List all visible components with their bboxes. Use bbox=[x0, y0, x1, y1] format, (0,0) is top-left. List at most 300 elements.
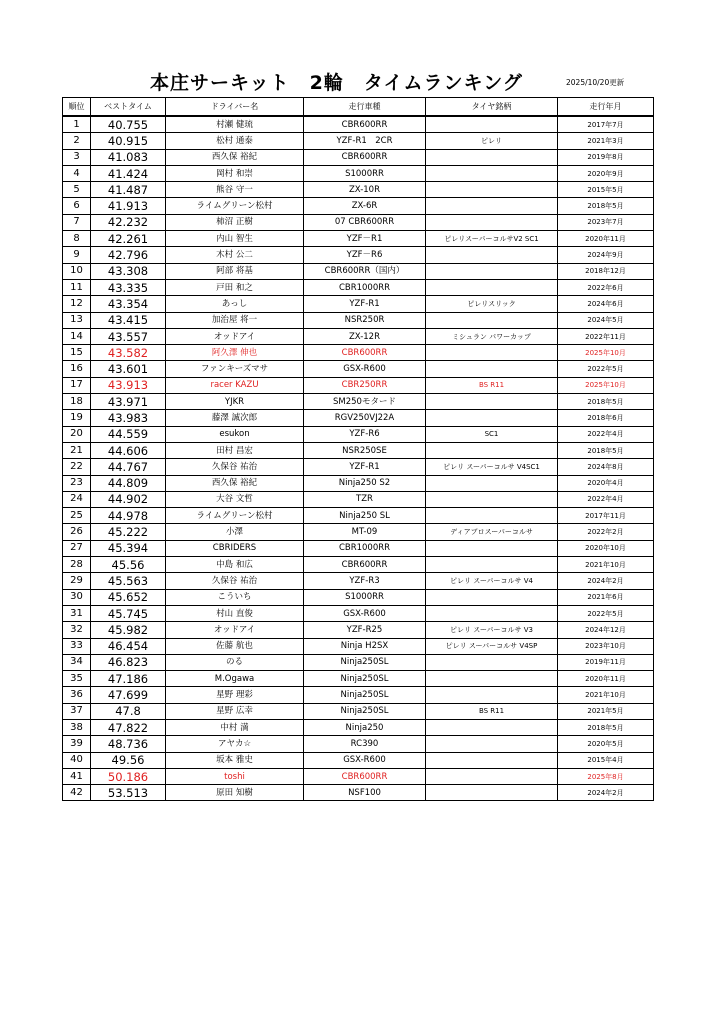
driver-cell: 星野 広幸 bbox=[166, 703, 304, 719]
best-time-cell: 45.394 bbox=[91, 540, 166, 556]
table-row bbox=[63, 312, 654, 328]
bike-cell: RC390 bbox=[304, 736, 426, 752]
bike-cell: GSX-R600 bbox=[304, 361, 426, 377]
driver-cell: のる bbox=[166, 654, 304, 670]
header-rank: 順位 bbox=[63, 98, 91, 117]
bike-cell: YZF－R1 bbox=[304, 231, 426, 247]
driver-cell: 加治屋 将一 bbox=[166, 312, 304, 328]
rank-cell: 32 bbox=[63, 622, 91, 638]
driver-cell: 原田 知樹 bbox=[166, 785, 304, 801]
table-row bbox=[63, 736, 654, 752]
tire-cell: ピレリ スーパーコルサ V3 bbox=[426, 622, 558, 638]
tire-cell bbox=[426, 279, 558, 295]
driver-cell: YJKR bbox=[166, 394, 304, 410]
best-time-cell: 42.232 bbox=[91, 214, 166, 230]
date-cell: 2022年2月 bbox=[558, 524, 654, 540]
bike-cell: YZF-R1 bbox=[304, 459, 426, 475]
bike-cell: ZX-12R bbox=[304, 328, 426, 344]
date-cell: 2024年8月 bbox=[558, 459, 654, 475]
table-row bbox=[63, 426, 654, 442]
rank-cell: 6 bbox=[63, 198, 91, 214]
driver-cell: 村瀬 健琉 bbox=[166, 116, 304, 133]
rank-cell: 37 bbox=[63, 703, 91, 719]
best-time-cell: 43.913 bbox=[91, 377, 166, 393]
date-cell: 2024年6月 bbox=[558, 296, 654, 312]
table-row bbox=[63, 214, 654, 230]
bike-cell: SM250モタード bbox=[304, 394, 426, 410]
rank-cell: 13 bbox=[63, 312, 91, 328]
bike-cell: CBR1000RR bbox=[304, 540, 426, 556]
bike-cell: Ninja250 bbox=[304, 719, 426, 735]
rank-cell: 39 bbox=[63, 736, 91, 752]
table-row bbox=[63, 508, 654, 524]
driver-cell: 田村 昌宏 bbox=[166, 442, 304, 458]
rank-cell: 31 bbox=[63, 605, 91, 621]
driver-cell: ライムグリーン松村 bbox=[166, 198, 304, 214]
table-row bbox=[63, 557, 654, 573]
date-cell: 2022年5月 bbox=[558, 361, 654, 377]
tire-cell bbox=[426, 361, 558, 377]
table-row bbox=[63, 752, 654, 768]
best-time-cell: 41.424 bbox=[91, 165, 166, 181]
date-cell: 2020年11月 bbox=[558, 671, 654, 687]
tire-cell bbox=[426, 442, 558, 458]
rank-cell: 11 bbox=[63, 279, 91, 295]
table-row bbox=[63, 475, 654, 491]
table-header-row bbox=[63, 98, 654, 117]
driver-cell: 岡村 和崇 bbox=[166, 165, 304, 181]
driver-cell: オッドアイ bbox=[166, 622, 304, 638]
rank-cell: 15 bbox=[63, 345, 91, 361]
header-best-time: ベストタイム bbox=[91, 98, 166, 117]
best-time-cell: 46.454 bbox=[91, 638, 166, 654]
driver-cell: 小澤 bbox=[166, 524, 304, 540]
date-cell: 2020年11月 bbox=[558, 231, 654, 247]
tire-cell: ピレリスーパーコルサV2 SC1 bbox=[426, 231, 558, 247]
date-cell: 2021年10月 bbox=[558, 557, 654, 573]
date-cell: 2020年9月 bbox=[558, 165, 654, 181]
date-cell: 2025年8月 bbox=[558, 768, 654, 784]
header-tire: タイヤ銘柄 bbox=[426, 98, 558, 117]
date-cell: 2021年6月 bbox=[558, 589, 654, 605]
tire-cell bbox=[426, 719, 558, 735]
best-time-cell: 44.902 bbox=[91, 491, 166, 507]
best-time-cell: 44.559 bbox=[91, 426, 166, 442]
best-time-cell: 47.822 bbox=[91, 719, 166, 735]
date-cell: 2018年12月 bbox=[558, 263, 654, 279]
date-cell: 2015年4月 bbox=[558, 752, 654, 768]
tire-cell: ディアブロスーパーコルサ bbox=[426, 524, 558, 540]
date-cell: 2015年5月 bbox=[558, 182, 654, 198]
driver-cell: toshi bbox=[166, 768, 304, 784]
bike-cell: CBR600RR bbox=[304, 345, 426, 361]
rank-cell: 36 bbox=[63, 687, 91, 703]
table-row bbox=[63, 442, 654, 458]
rank-cell: 30 bbox=[63, 589, 91, 605]
date-cell: 2021年3月 bbox=[558, 133, 654, 149]
driver-cell: 村山 直俊 bbox=[166, 605, 304, 621]
date-cell: 2017年11月 bbox=[558, 508, 654, 524]
best-time-cell: 43.308 bbox=[91, 263, 166, 279]
bike-cell: CBR600RR bbox=[304, 768, 426, 784]
table-row bbox=[63, 605, 654, 621]
bike-cell: YZF-R1 2CR bbox=[304, 133, 426, 149]
best-time-cell: 44.809 bbox=[91, 475, 166, 491]
bike-cell: ZX-10R bbox=[304, 182, 426, 198]
tire-cell bbox=[426, 198, 558, 214]
rank-cell: 9 bbox=[63, 247, 91, 263]
bike-cell: MT-09 bbox=[304, 524, 426, 540]
table-row bbox=[63, 149, 654, 165]
table-row bbox=[63, 133, 654, 149]
date-cell: 2022年4月 bbox=[558, 491, 654, 507]
rank-cell: 35 bbox=[63, 671, 91, 687]
bike-cell: CBR600RR bbox=[304, 557, 426, 573]
best-time-cell: 41.083 bbox=[91, 149, 166, 165]
bike-cell: Ninja250SL bbox=[304, 654, 426, 670]
rank-cell: 26 bbox=[63, 524, 91, 540]
date-cell: 2024年5月 bbox=[558, 312, 654, 328]
best-time-cell: 47.699 bbox=[91, 687, 166, 703]
tire-cell bbox=[426, 752, 558, 768]
best-time-cell: 42.261 bbox=[91, 231, 166, 247]
driver-cell: 久保谷 祐治 bbox=[166, 459, 304, 475]
tire-cell bbox=[426, 345, 558, 361]
tire-cell bbox=[426, 508, 558, 524]
driver-cell: オッドアイ bbox=[166, 328, 304, 344]
driver-cell: 坂本 雅史 bbox=[166, 752, 304, 768]
rank-cell: 19 bbox=[63, 410, 91, 426]
best-time-cell: 43.415 bbox=[91, 312, 166, 328]
rank-cell: 42 bbox=[63, 785, 91, 801]
tire-cell: ピレリ スーパーコルサ V4SC1 bbox=[426, 459, 558, 475]
driver-cell: racer KAZU bbox=[166, 377, 304, 393]
date-cell: 2020年5月 bbox=[558, 736, 654, 752]
table-row bbox=[63, 263, 654, 279]
best-time-cell: 53.513 bbox=[91, 785, 166, 801]
bike-cell: 07 CBR600RR bbox=[304, 214, 426, 230]
updated-date: 2025/10/20更新 bbox=[566, 78, 625, 87]
bike-cell: YZF-R6 bbox=[304, 426, 426, 442]
bike-cell: YZF-R25 bbox=[304, 622, 426, 638]
table-row bbox=[63, 768, 654, 784]
date-cell: 2024年2月 bbox=[558, 573, 654, 589]
table-row bbox=[63, 654, 654, 670]
rank-cell: 18 bbox=[63, 394, 91, 410]
date-cell: 2023年7月 bbox=[558, 214, 654, 230]
driver-cell: 藤澤 誠次郎 bbox=[166, 410, 304, 426]
table-row bbox=[63, 589, 654, 605]
tire-cell bbox=[426, 182, 558, 198]
date-cell: 2025年10月 bbox=[558, 345, 654, 361]
best-time-cell: 40.915 bbox=[91, 133, 166, 149]
date-cell: 2018年5月 bbox=[558, 394, 654, 410]
tire-cell bbox=[426, 116, 558, 133]
date-cell: 2018年5月 bbox=[558, 719, 654, 735]
rank-cell: 1 bbox=[63, 116, 91, 133]
table-row bbox=[63, 361, 654, 377]
bike-cell: RGV250VJ22A bbox=[304, 410, 426, 426]
rank-cell: 34 bbox=[63, 654, 91, 670]
bike-cell: Ninja250SL bbox=[304, 671, 426, 687]
rank-cell: 22 bbox=[63, 459, 91, 475]
rank-cell: 20 bbox=[63, 426, 91, 442]
rank-cell: 28 bbox=[63, 557, 91, 573]
best-time-cell: 50.186 bbox=[91, 768, 166, 784]
ranking-table bbox=[62, 97, 654, 801]
table-row bbox=[63, 671, 654, 687]
date-cell: 2021年5月 bbox=[558, 703, 654, 719]
tire-cell: ピレリ スーパーコルサ V4 bbox=[426, 573, 558, 589]
driver-cell: 中村 満 bbox=[166, 719, 304, 735]
table-row bbox=[63, 394, 654, 410]
rank-cell: 16 bbox=[63, 361, 91, 377]
date-cell: 2024年9月 bbox=[558, 247, 654, 263]
driver-cell: 内山 智生 bbox=[166, 231, 304, 247]
table-row bbox=[63, 573, 654, 589]
best-time-cell: 45.745 bbox=[91, 605, 166, 621]
rank-cell: 3 bbox=[63, 149, 91, 165]
driver-cell: 熊谷 守一 bbox=[166, 182, 304, 198]
table-row bbox=[63, 345, 654, 361]
bike-cell: Ninja H2SX bbox=[304, 638, 426, 654]
best-time-cell: 48.736 bbox=[91, 736, 166, 752]
best-time-cell: 41.913 bbox=[91, 198, 166, 214]
bike-cell: Ninja250 SL bbox=[304, 508, 426, 524]
table-row bbox=[63, 247, 654, 263]
bike-cell: NSF100 bbox=[304, 785, 426, 801]
driver-cell: アヤカ☆ bbox=[166, 736, 304, 752]
driver-cell: 阿久澤 伸也 bbox=[166, 345, 304, 361]
table-row bbox=[63, 638, 654, 654]
bike-cell: Ninja250 S2 bbox=[304, 475, 426, 491]
tire-cell: BS R11 bbox=[426, 703, 558, 719]
driver-cell: 戸田 和之 bbox=[166, 279, 304, 295]
date-cell: 2025年10月 bbox=[558, 377, 654, 393]
best-time-cell: 47.8 bbox=[91, 703, 166, 719]
table-row bbox=[63, 279, 654, 295]
table-row bbox=[63, 116, 654, 133]
bike-cell: S1000RR bbox=[304, 165, 426, 181]
tire-cell: ミシュラン パワーカップ bbox=[426, 328, 558, 344]
driver-cell: 木村 公二 bbox=[166, 247, 304, 263]
table-row bbox=[63, 198, 654, 214]
best-time-cell: 45.56 bbox=[91, 557, 166, 573]
table-row bbox=[63, 540, 654, 556]
tire-cell bbox=[426, 394, 558, 410]
table-row bbox=[63, 491, 654, 507]
best-time-cell: 47.186 bbox=[91, 671, 166, 687]
rank-cell: 27 bbox=[63, 540, 91, 556]
bike-cell: CBR600RR（国内） bbox=[304, 263, 426, 279]
bike-cell: CBR1000RR bbox=[304, 279, 426, 295]
table-row bbox=[63, 459, 654, 475]
best-time-cell: 45.982 bbox=[91, 622, 166, 638]
driver-cell: 西久保 裕紀 bbox=[166, 475, 304, 491]
date-cell: 2020年10月 bbox=[558, 540, 654, 556]
bike-cell: Ninja250SL bbox=[304, 687, 426, 703]
driver-cell: あっし bbox=[166, 296, 304, 312]
table-row bbox=[63, 524, 654, 540]
table-row bbox=[63, 165, 654, 181]
tire-cell bbox=[426, 263, 558, 279]
tire-cell bbox=[426, 589, 558, 605]
page-title: 本庄サーキット 2輪 タイムランキング bbox=[150, 72, 523, 94]
tire-cell bbox=[426, 475, 558, 491]
best-time-cell: 45.563 bbox=[91, 573, 166, 589]
rank-cell: 24 bbox=[63, 491, 91, 507]
driver-cell: 佐藤 航也 bbox=[166, 638, 304, 654]
best-time-cell: 42.796 bbox=[91, 247, 166, 263]
tire-cell: SC1 bbox=[426, 426, 558, 442]
tire-cell: ピレリスリック bbox=[426, 296, 558, 312]
rank-cell: 7 bbox=[63, 214, 91, 230]
date-cell: 2019年11月 bbox=[558, 654, 654, 670]
best-time-cell: 40.755 bbox=[91, 116, 166, 133]
rank-cell: 38 bbox=[63, 719, 91, 735]
table-row bbox=[63, 328, 654, 344]
tire-cell bbox=[426, 410, 558, 426]
driver-cell: ファンキーズマサ bbox=[166, 361, 304, 377]
bike-cell: NSR250SE bbox=[304, 442, 426, 458]
bike-cell: CBR600RR bbox=[304, 149, 426, 165]
date-cell: 2018年5月 bbox=[558, 198, 654, 214]
table-row bbox=[63, 231, 654, 247]
bike-cell: ZX-6R bbox=[304, 198, 426, 214]
bike-cell: CBR250RR bbox=[304, 377, 426, 393]
rank-cell: 33 bbox=[63, 638, 91, 654]
tire-cell bbox=[426, 654, 558, 670]
ranking-body bbox=[63, 116, 654, 801]
date-cell: 2022年5月 bbox=[558, 605, 654, 621]
bike-cell: GSX-R600 bbox=[304, 605, 426, 621]
driver-cell: こういち bbox=[166, 589, 304, 605]
best-time-cell: 45.652 bbox=[91, 589, 166, 605]
best-time-cell: 45.222 bbox=[91, 524, 166, 540]
date-cell: 2022年6月 bbox=[558, 279, 654, 295]
header-driver: ドライバー名 bbox=[166, 98, 304, 117]
date-cell: 2023年10月 bbox=[558, 638, 654, 654]
driver-cell: 星野 理彩 bbox=[166, 687, 304, 703]
rank-cell: 5 bbox=[63, 182, 91, 198]
best-time-cell: 43.335 bbox=[91, 279, 166, 295]
driver-cell: 柿沼 正樹 bbox=[166, 214, 304, 230]
date-cell: 2020年4月 bbox=[558, 475, 654, 491]
driver-cell: CBRIDERS bbox=[166, 540, 304, 556]
date-cell: 2018年5月 bbox=[558, 442, 654, 458]
driver-cell: 中島 和広 bbox=[166, 557, 304, 573]
tire-cell bbox=[426, 785, 558, 801]
table-row bbox=[63, 296, 654, 312]
best-time-cell: 43.971 bbox=[91, 394, 166, 410]
best-time-cell: 44.978 bbox=[91, 508, 166, 524]
bike-cell: GSX-R600 bbox=[304, 752, 426, 768]
driver-cell: 大谷 文哲 bbox=[166, 491, 304, 507]
rank-cell: 29 bbox=[63, 573, 91, 589]
best-time-cell: 44.767 bbox=[91, 459, 166, 475]
table-row bbox=[63, 785, 654, 801]
tire-cell bbox=[426, 687, 558, 703]
bike-cell: YZF-R3 bbox=[304, 573, 426, 589]
driver-cell: M.Ogawa bbox=[166, 671, 304, 687]
tire-cell bbox=[426, 557, 558, 573]
bike-cell: NSR250R bbox=[304, 312, 426, 328]
best-time-cell: 46.823 bbox=[91, 654, 166, 670]
driver-cell: 阿部 将基 bbox=[166, 263, 304, 279]
tire-cell bbox=[426, 149, 558, 165]
driver-cell: ライムグリーン松村 bbox=[166, 508, 304, 524]
table-row bbox=[63, 182, 654, 198]
tire-cell bbox=[426, 605, 558, 621]
tire-cell bbox=[426, 768, 558, 784]
table-row bbox=[63, 719, 654, 735]
rank-cell: 23 bbox=[63, 475, 91, 491]
tire-cell bbox=[426, 247, 558, 263]
best-time-cell: 43.601 bbox=[91, 361, 166, 377]
bike-cell: YZF－R6 bbox=[304, 247, 426, 263]
tire-cell bbox=[426, 214, 558, 230]
rank-cell: 4 bbox=[63, 165, 91, 181]
tire-cell: ピレリ bbox=[426, 133, 558, 149]
date-cell: 2021年10月 bbox=[558, 687, 654, 703]
rank-cell: 21 bbox=[63, 442, 91, 458]
bike-cell: YZF-R1 bbox=[304, 296, 426, 312]
rank-cell: 40 bbox=[63, 752, 91, 768]
table-row bbox=[63, 622, 654, 638]
best-time-cell: 41.487 bbox=[91, 182, 166, 198]
bike-cell: CBR600RR bbox=[304, 116, 426, 133]
date-cell: 2018年6月 bbox=[558, 410, 654, 426]
tire-cell bbox=[426, 540, 558, 556]
best-time-cell: 49.56 bbox=[91, 752, 166, 768]
date-cell: 2024年12月 bbox=[558, 622, 654, 638]
tire-cell: ピレリ スーパーコルサ V4SP bbox=[426, 638, 558, 654]
table-row bbox=[63, 703, 654, 719]
best-time-cell: 44.606 bbox=[91, 442, 166, 458]
table-row bbox=[63, 687, 654, 703]
rank-cell: 41 bbox=[63, 768, 91, 784]
header-date: 走行年月 bbox=[558, 98, 654, 117]
tire-cell bbox=[426, 312, 558, 328]
driver-cell: 松村 通泰 bbox=[166, 133, 304, 149]
driver-cell: 西久保 裕紀 bbox=[166, 149, 304, 165]
table-row bbox=[63, 377, 654, 393]
bike-cell: TZR bbox=[304, 491, 426, 507]
bike-cell: Ninja250SL bbox=[304, 703, 426, 719]
driver-cell: 久保谷 祐治 bbox=[166, 573, 304, 589]
date-cell: 2019年8月 bbox=[558, 149, 654, 165]
rank-cell: 2 bbox=[63, 133, 91, 149]
header-bike: 走行車種 bbox=[304, 98, 426, 117]
tire-cell bbox=[426, 491, 558, 507]
best-time-cell: 43.582 bbox=[91, 345, 166, 361]
driver-cell: esukon bbox=[166, 426, 304, 442]
best-time-cell: 43.354 bbox=[91, 296, 166, 312]
tire-cell: BS R11 bbox=[426, 377, 558, 393]
date-cell: 2022年4月 bbox=[558, 426, 654, 442]
best-time-cell: 43.983 bbox=[91, 410, 166, 426]
rank-cell: 25 bbox=[63, 508, 91, 524]
table-row bbox=[63, 410, 654, 426]
tire-cell bbox=[426, 165, 558, 181]
tire-cell bbox=[426, 736, 558, 752]
date-cell: 2017年7月 bbox=[558, 116, 654, 133]
tire-cell bbox=[426, 671, 558, 687]
rank-cell: 14 bbox=[63, 328, 91, 344]
rank-cell: 12 bbox=[63, 296, 91, 312]
rank-cell: 17 bbox=[63, 377, 91, 393]
bike-cell: S1000RR bbox=[304, 589, 426, 605]
